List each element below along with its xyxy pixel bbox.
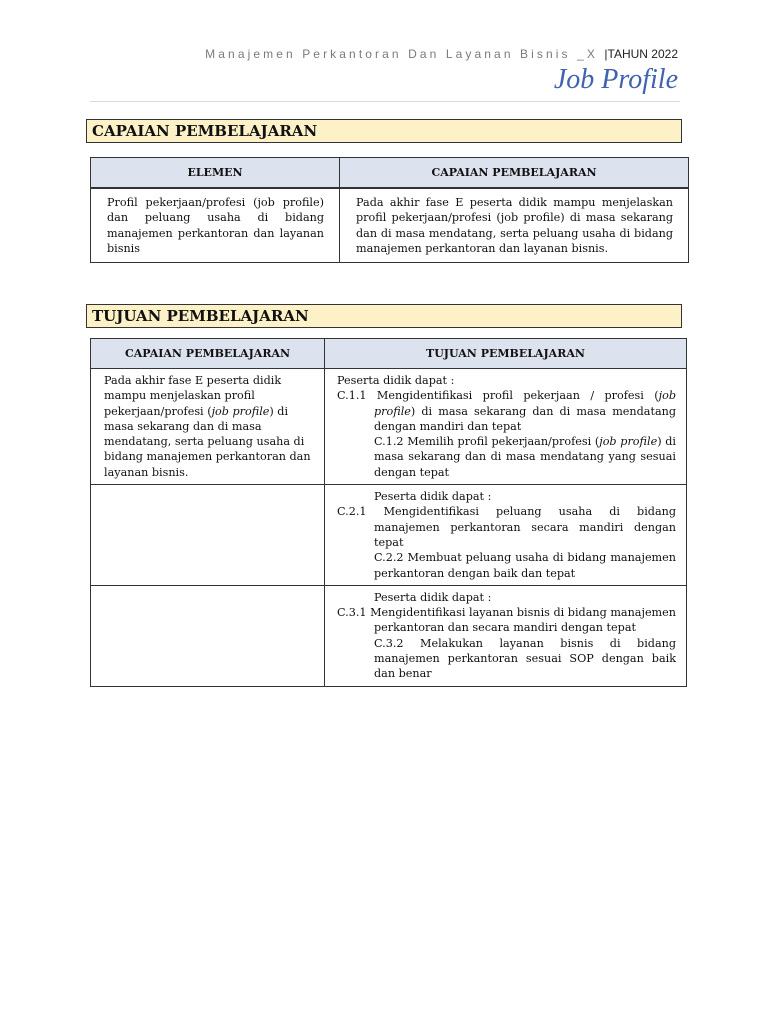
tujuan-item: C.3.2 Melakukan layanan bisnis di bidang manajemen perkantoran sesuai SOP dengan baik dan benar [374, 636, 676, 681]
table-header-row [91, 158, 689, 189]
header-divider [90, 101, 680, 102]
tujuan-item: C.1.1 Mengidentifikasi profil pekerjaan / profesi (job profile) di masa sekarang dan di masa mendatang dengan mandiri dan tepat [337, 389, 676, 433]
table-row [91, 188, 689, 263]
tujuan-cell [325, 485, 687, 586]
elemen-cell: Profil pekerjaan/profesi (job profile) dan peluang usaha di bidang manajemen perkantoran dan layanan bisnis [91, 188, 340, 263]
tujuan-intro: Peserta didik dapat : [374, 490, 492, 504]
running-title: Manajemen Perkantoran Dan Layanan Bisnis _X [205, 47, 605, 61]
tujuan-cell [325, 585, 687, 686]
document-title: Job Profile [553, 64, 678, 95]
section-title-capaian: CAPAIAN PEMBELAJARAN [86, 119, 682, 143]
capaian-table [90, 157, 689, 263]
header-year: |TAHUN 2022 [604, 47, 678, 61]
tujuan-intro: Peserta didik dapat : [374, 590, 492, 604]
tujuan-item: C.1.2 Memilih profil pekerjaan/profesi (job profile) di masa sekarang dan di masa mendatang yang sesuai dengan tepat [374, 435, 676, 479]
running-header [168, 47, 678, 61]
column-header-tujuan: TUJUAN PEMBELAJARAN [325, 339, 687, 369]
table-row [91, 585, 687, 686]
capaian-cell: Pada akhir fase E peserta didik mampu menjelaskan profil pekerjaan/profesi (job profile) di masa sekarang dan di masa mendatang, serta peluang usaha di bidang manajemen perkantoran dan layanan bisnis. [340, 188, 689, 263]
tujuan-item: C.2.1 Mengidentifikasi peluang usaha di bidang manajemen perkantoran secara mandiri dengan tepat [337, 505, 676, 549]
table-row [91, 369, 687, 485]
table-header-row [91, 339, 687, 369]
capaian-cell: Pada akhir fase E peserta didik mampu menjelaskan profil pekerjaan/profesi (job profile) di masa sekarang dan di masa mendatang, serta peluang usaha di bidang manajemen perkantoran dan layanan bisnis. [91, 369, 325, 485]
tujuan-cell [325, 369, 687, 485]
tujuan-item: C.3.1 Mengidentifikasi layanan bisnis di bidang manajemen perkantoran dan secara mandiri dengan tepat [337, 606, 676, 635]
column-header-capaian: CAPAIAN PEMBELAJARAN [91, 339, 325, 369]
tujuan-intro: Peserta didik dapat : [337, 374, 455, 387]
column-header-elemen: ELEMEN [91, 158, 340, 189]
section-title-tujuan: TUJUAN PEMBELAJARAN [86, 304, 682, 328]
capaian-cell-empty [91, 585, 325, 686]
capaian-cell-empty [91, 485, 325, 586]
tujuan-item: C.2.2 Membuat peluang usaha di bidang manajemen perkantoran dengan baik dan tepat [374, 551, 676, 580]
table-row [91, 485, 687, 586]
tujuan-table [90, 338, 687, 687]
column-header-capaian: CAPAIAN PEMBELAJARAN [340, 158, 689, 189]
